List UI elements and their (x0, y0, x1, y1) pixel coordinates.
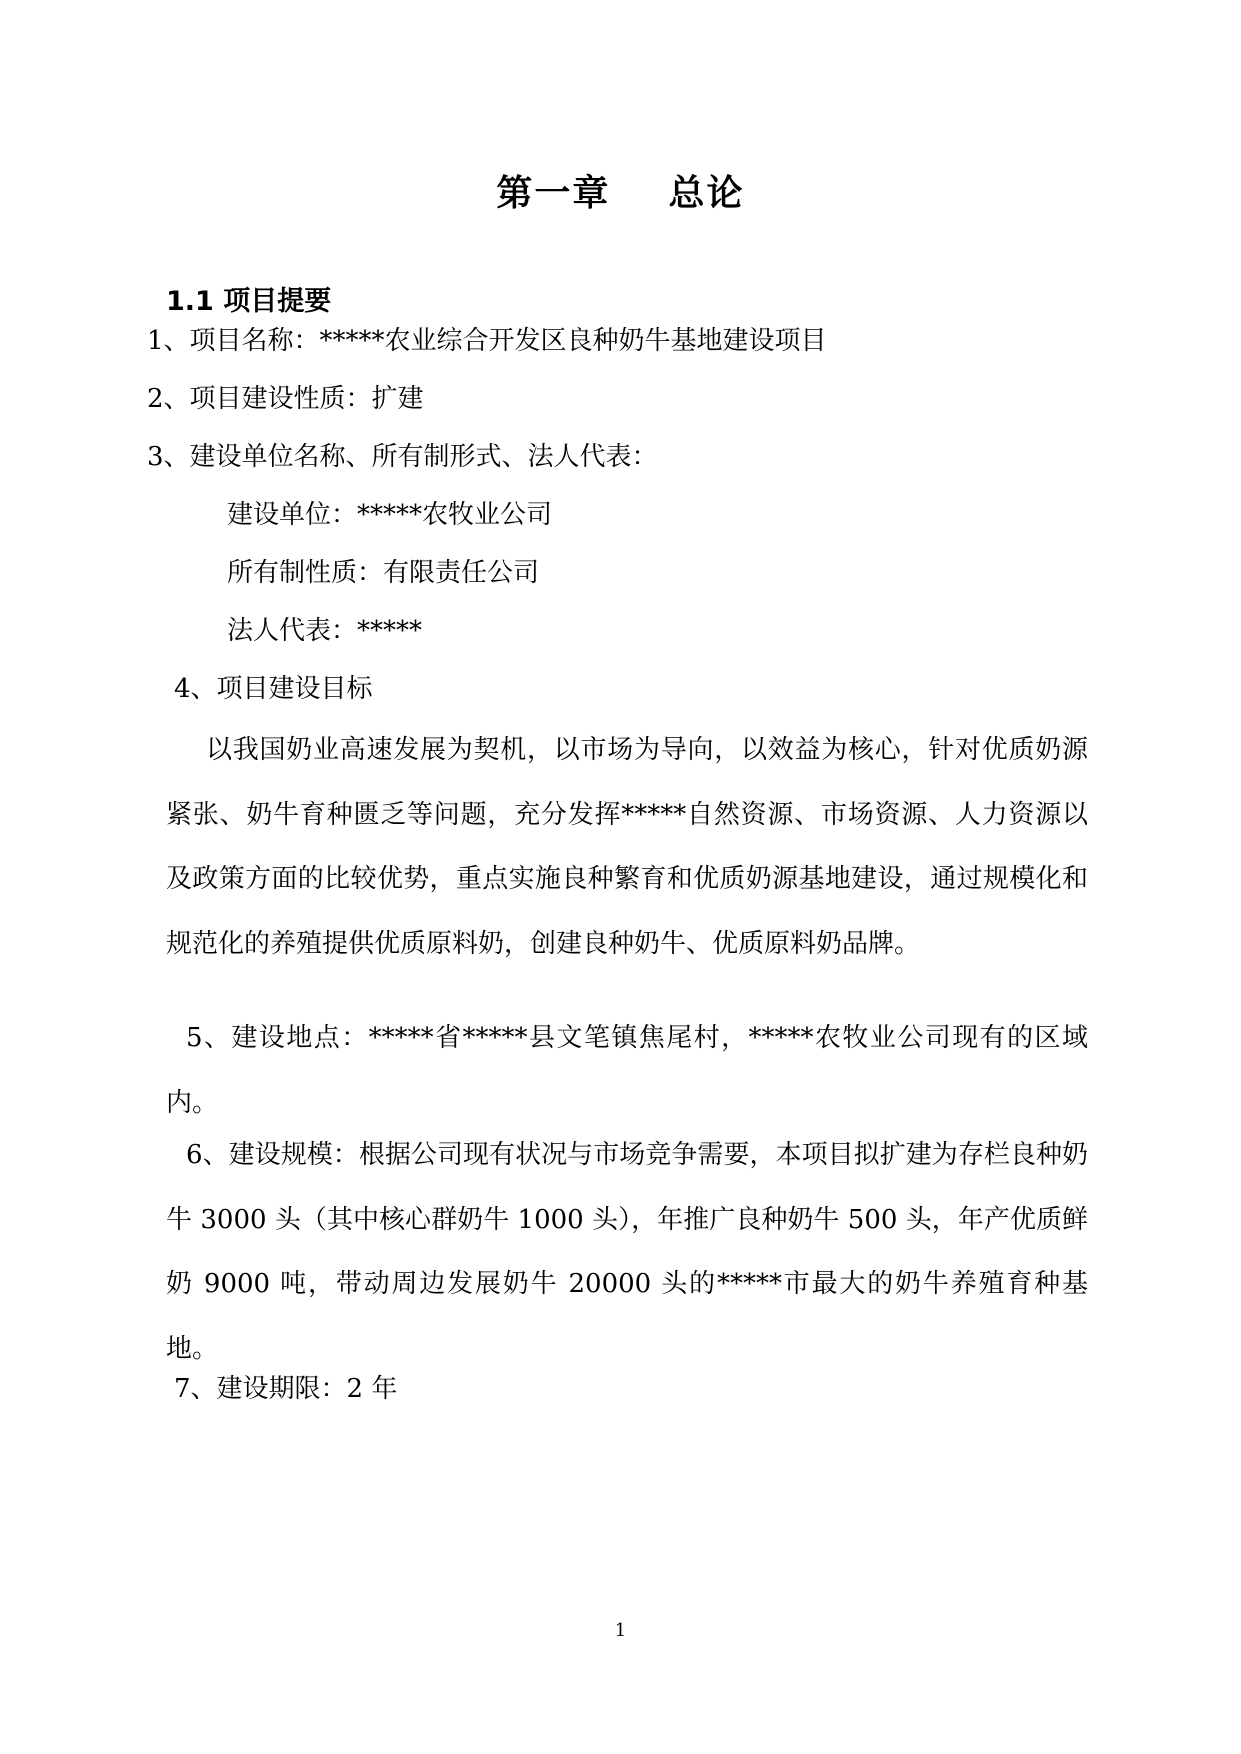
section-heading: 1.1 项目提要 (166, 286, 332, 317)
legal-representative: 法人代表：***** (227, 616, 423, 646)
item-construction-period: 7、建设期限：2 年 (174, 1374, 398, 1404)
page-number: 1 (614, 1620, 627, 1641)
item-construction-site: 5、建设地点：*****省*****县文笔镇焦尾村，*****农牧业公司现有的区域内。 (166, 1023, 1088, 1118)
item-project-goal-heading: 4、项目建设目标 (174, 674, 373, 704)
item-project-nature: 2、项目建设性质：扩建 (147, 384, 424, 414)
item-construction-scale: 6、建设规模：根据公司现有状况与市场竞争需要，本项目拟扩建为存栏良种奶牛 3000 头（其中核心群奶牛 1000 头），年推广良种奶牛 500 头，年产优质鲜奶 9000 吨，带动周边发展奶牛 20000 头的*****市最大的奶牛养殖育种基地。 (166, 1140, 1088, 1364)
project-goal-paragraph: 以我国奶业高速发展为契机，以市场为导向，以效益为核心，针对优质奶源紧张、奶牛育种匮乏等问题，充分发挥*****自然资源、市场资源、人力资源以及政策方面的比较优势，重点实施良种繁育和优质奶源基地建设，通过规模化和规范化的养殖提供优质原料奶，创建良种奶牛、优质原料奶品牌。 (166, 735, 1088, 959)
construction-unit: 建设单位：*****农牧业公司 (227, 500, 553, 530)
chapter-title: 第一章 总论 (496, 173, 745, 214)
item-project-name: 1、项目名称：*****农业综合开发区良种奶牛基地建设项目 (147, 326, 827, 356)
item-unit-info-heading: 3、建设单位名称、所有制形式、法人代表： (147, 442, 658, 472)
ownership-type: 所有制性质：有限责任公司 (227, 558, 540, 588)
